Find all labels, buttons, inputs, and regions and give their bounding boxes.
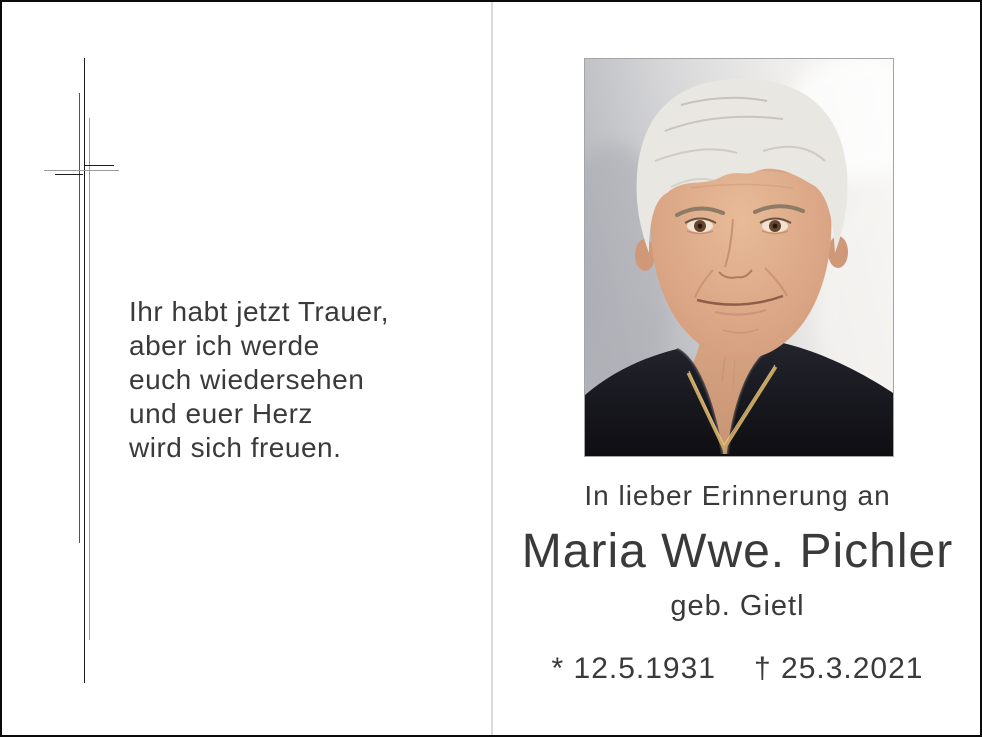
birth-date: * 12.5.1931 [551, 652, 716, 685]
cross-vertical-right-line [89, 118, 90, 640]
intro-text: In lieber Erinnerung an [584, 480, 891, 511]
cross-arm-right-line [85, 165, 114, 166]
quote-line: aber ich werde [129, 330, 320, 361]
deceased-name: Maria Wwe. Pichler [521, 525, 954, 578]
memorial-quote [129, 295, 389, 465]
portrait-illustration [585, 59, 893, 456]
life-dates [493, 652, 982, 686]
death-date: † 25.3.2021 [754, 652, 924, 685]
quote-line: euch wiedersehen [129, 364, 365, 395]
cross-vertical-left-line [79, 93, 80, 543]
portrait-photo [584, 58, 894, 457]
right-eye [760, 219, 791, 234]
left-eye [685, 219, 716, 234]
quote-line: und euer Herz [129, 398, 313, 429]
cross-arm-left-line [55, 174, 83, 175]
cross-vertical-main-line [84, 58, 85, 683]
cross-arm-main-line [44, 170, 119, 171]
maiden-name: geb. Gietl [670, 590, 805, 622]
quote-line: Ihr habt jetzt Trauer, [129, 296, 390, 327]
right-page [493, 2, 982, 735]
quote-line: wird sich freuen. [129, 432, 342, 463]
